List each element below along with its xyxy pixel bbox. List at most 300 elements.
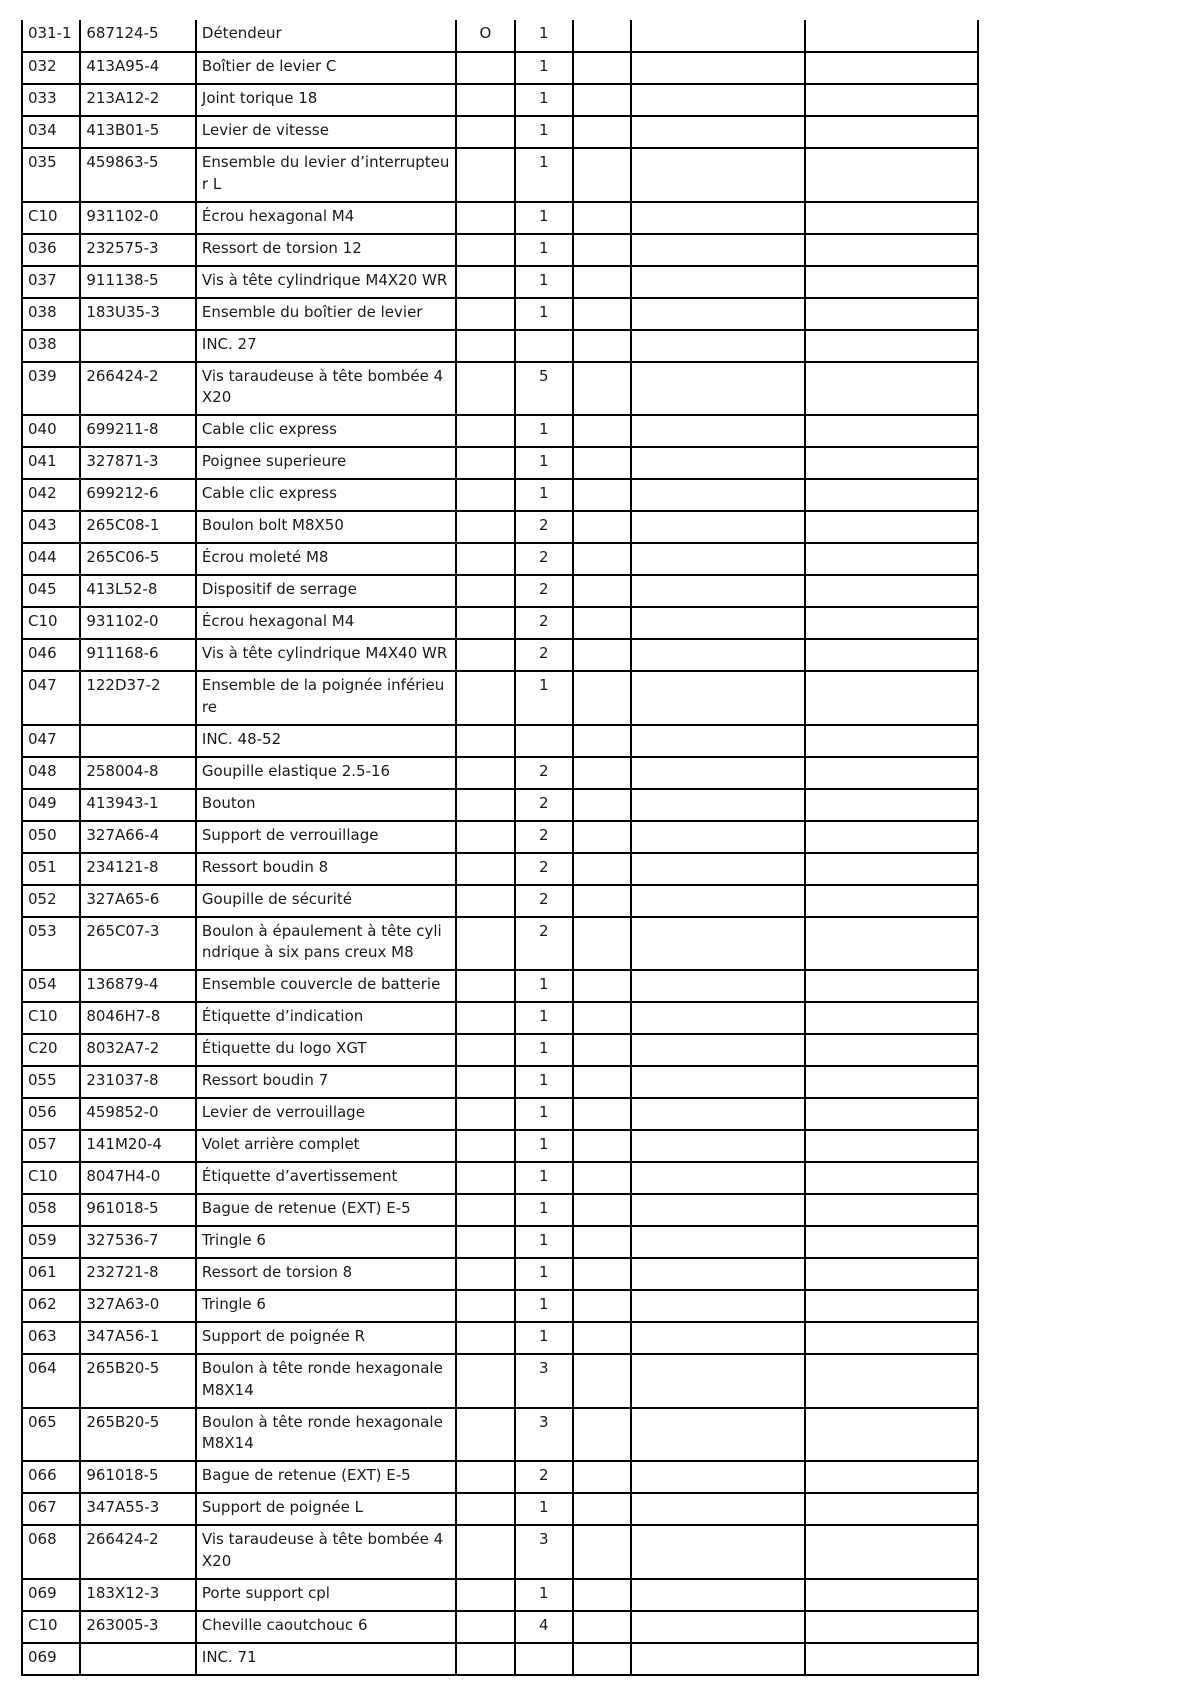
description-cell: Cable clic express	[196, 479, 456, 511]
note-cell	[456, 116, 514, 148]
quantity-cell: 1	[515, 1258, 573, 1290]
item-number-cell: 038	[22, 298, 80, 330]
empty-cell	[631, 1098, 805, 1130]
description-cell: Ressort de torsion 12	[196, 234, 456, 266]
item-number-cell: 042	[22, 479, 80, 511]
quantity-cell: 2	[515, 789, 573, 821]
note-cell	[456, 607, 514, 639]
table-row	[22, 1162, 978, 1194]
part-number-cell: 413B01-5	[80, 116, 196, 148]
note-cell	[456, 330, 514, 362]
empty-cell	[573, 885, 631, 917]
empty-cell	[631, 1162, 805, 1194]
item-number-cell: 054	[22, 970, 80, 1002]
quantity-cell: 2	[515, 575, 573, 607]
item-number-cell: 035	[22, 148, 80, 202]
description-cell: INC. 27	[196, 330, 456, 362]
table-row	[22, 362, 978, 416]
description-cell: Bague de retenue (EXT) E-5	[196, 1461, 456, 1493]
note-cell	[456, 1354, 514, 1408]
note-cell	[456, 1066, 514, 1098]
empty-cell	[573, 20, 631, 52]
note-cell	[456, 757, 514, 789]
quantity-cell: 2	[515, 543, 573, 575]
empty-cell	[805, 1525, 978, 1579]
quantity-cell: 1	[515, 479, 573, 511]
note-cell	[456, 84, 514, 116]
empty-cell	[805, 575, 978, 607]
item-number-cell: C10	[22, 607, 80, 639]
item-number-cell: C10	[22, 1162, 80, 1194]
empty-cell	[805, 1098, 978, 1130]
table-row	[22, 1322, 978, 1354]
item-number-cell: 055	[22, 1066, 80, 1098]
quantity-cell: 1	[515, 20, 573, 52]
note-cell	[456, 1258, 514, 1290]
part-number-cell: 231037-8	[80, 1066, 196, 1098]
empty-cell	[805, 116, 978, 148]
note-cell	[456, 1461, 514, 1493]
note-cell	[456, 447, 514, 479]
item-number-cell: 031-1	[22, 20, 80, 52]
empty-cell	[573, 1130, 631, 1162]
table-row	[22, 725, 978, 757]
note-cell	[456, 298, 514, 330]
table-row	[22, 1461, 978, 1493]
empty-cell	[631, 202, 805, 234]
empty-cell	[805, 479, 978, 511]
quantity-cell: 2	[515, 885, 573, 917]
empty-cell	[805, 202, 978, 234]
empty-cell	[573, 148, 631, 202]
empty-cell	[573, 116, 631, 148]
empty-cell	[573, 607, 631, 639]
empty-cell	[573, 1194, 631, 1226]
note-cell	[456, 1579, 514, 1611]
description-cell: Levier de vitesse	[196, 116, 456, 148]
empty-cell	[631, 1258, 805, 1290]
table-row	[22, 885, 978, 917]
part-number-cell: 413943-1	[80, 789, 196, 821]
empty-cell	[573, 362, 631, 416]
description-cell: Goupille de sécurité	[196, 885, 456, 917]
empty-cell	[573, 789, 631, 821]
empty-cell	[631, 575, 805, 607]
empty-cell	[573, 447, 631, 479]
empty-cell	[631, 1226, 805, 1258]
note-cell	[456, 362, 514, 416]
description-cell: Joint torique 18	[196, 84, 456, 116]
table-row	[22, 671, 978, 725]
empty-cell	[805, 821, 978, 853]
item-number-cell: 067	[22, 1493, 80, 1525]
description-cell: Vis taraudeuse à tête bombée 4X20	[196, 362, 456, 416]
note-cell	[456, 202, 514, 234]
item-number-cell: 063	[22, 1322, 80, 1354]
empty-cell	[805, 970, 978, 1002]
item-number-cell: 039	[22, 362, 80, 416]
part-number-cell: 266424-2	[80, 362, 196, 416]
description-cell: INC. 48-52	[196, 725, 456, 757]
empty-cell	[631, 234, 805, 266]
item-number-cell: 047	[22, 725, 80, 757]
part-number-cell: 327A66-4	[80, 821, 196, 853]
note-cell	[456, 789, 514, 821]
description-cell: Vis à tête cylindrique M4X40 WR	[196, 639, 456, 671]
empty-cell	[631, 607, 805, 639]
quantity-cell: 3	[515, 1408, 573, 1462]
empty-cell	[631, 725, 805, 757]
note-cell	[456, 511, 514, 543]
description-cell: Ensemble couvercle de batterie	[196, 970, 456, 1002]
empty-cell	[631, 1002, 805, 1034]
empty-cell	[573, 1290, 631, 1322]
note-cell	[456, 148, 514, 202]
note-cell: O	[456, 20, 514, 52]
part-number-cell: 699212-6	[80, 479, 196, 511]
note-cell	[456, 725, 514, 757]
quantity-cell: 1	[515, 84, 573, 116]
part-number-cell: 141M20-4	[80, 1130, 196, 1162]
quantity-cell: 1	[515, 1162, 573, 1194]
quantity-cell: 1	[515, 671, 573, 725]
empty-cell	[631, 1461, 805, 1493]
empty-cell	[631, 1525, 805, 1579]
part-number-cell: 266424-2	[80, 1525, 196, 1579]
empty-cell	[573, 202, 631, 234]
empty-cell	[805, 789, 978, 821]
table-row	[22, 1493, 978, 1525]
part-number-cell: 183U35-3	[80, 298, 196, 330]
empty-cell	[805, 1354, 978, 1408]
item-number-cell: 065	[22, 1408, 80, 1462]
description-cell: Support de poignée R	[196, 1322, 456, 1354]
description-cell: Ensemble du levier d’interrupteur L	[196, 148, 456, 202]
description-cell: Tringle 6	[196, 1290, 456, 1322]
description-cell: Écrou moleté M8	[196, 543, 456, 575]
table-row	[22, 1643, 978, 1675]
description-cell: Vis à tête cylindrique M4X20 WR	[196, 266, 456, 298]
quantity-cell: 5	[515, 362, 573, 416]
item-number-cell: 036	[22, 234, 80, 266]
parts-table	[21, 20, 979, 1676]
table-row	[22, 52, 978, 84]
quantity-cell: 1	[515, 1130, 573, 1162]
empty-cell	[573, 1354, 631, 1408]
quantity-cell: 1	[515, 1322, 573, 1354]
description-cell: Étiquette d’avertissement	[196, 1162, 456, 1194]
note-cell	[456, 853, 514, 885]
quantity-cell: 2	[515, 853, 573, 885]
table-row	[22, 575, 978, 607]
table-row	[22, 639, 978, 671]
empty-cell	[573, 511, 631, 543]
part-number-cell: 413A95-4	[80, 52, 196, 84]
description-cell: Cheville caoutchouc 6	[196, 1611, 456, 1643]
empty-cell	[573, 821, 631, 853]
table-row	[22, 607, 978, 639]
empty-cell	[805, 148, 978, 202]
item-number-cell: 056	[22, 1098, 80, 1130]
note-cell	[456, 1194, 514, 1226]
part-number-cell	[80, 725, 196, 757]
item-number-cell: 032	[22, 52, 80, 84]
note-cell	[456, 415, 514, 447]
quantity-cell: 2	[515, 1461, 573, 1493]
empty-cell	[631, 1643, 805, 1675]
item-number-cell: 048	[22, 757, 80, 789]
part-number-cell: 265C07-3	[80, 917, 196, 971]
quantity-cell: 1	[515, 1034, 573, 1066]
empty-cell	[573, 1162, 631, 1194]
item-number-cell: 043	[22, 511, 80, 543]
empty-cell	[573, 757, 631, 789]
table-row	[22, 789, 978, 821]
empty-cell	[573, 671, 631, 725]
part-number-cell: 327536-7	[80, 1226, 196, 1258]
description-cell: Bague de retenue (EXT) E-5	[196, 1194, 456, 1226]
empty-cell	[805, 1493, 978, 1525]
quantity-cell: 2	[515, 917, 573, 971]
table-row	[22, 917, 978, 971]
quantity-cell	[515, 1643, 573, 1675]
note-cell	[456, 52, 514, 84]
table-row	[22, 1002, 978, 1034]
note-cell	[456, 1226, 514, 1258]
table-row	[22, 511, 978, 543]
empty-cell	[805, 607, 978, 639]
table-row	[22, 234, 978, 266]
quantity-cell: 1	[515, 1066, 573, 1098]
empty-cell	[805, 1579, 978, 1611]
description-cell: Étiquette d’indication	[196, 1002, 456, 1034]
note-cell	[456, 266, 514, 298]
note-cell	[456, 1643, 514, 1675]
part-number-cell: 327A63-0	[80, 1290, 196, 1322]
empty-cell	[631, 266, 805, 298]
description-cell: Étiquette du logo XGT	[196, 1034, 456, 1066]
quantity-cell: 2	[515, 511, 573, 543]
quantity-cell: 3	[515, 1354, 573, 1408]
description-cell: Volet arrière complet	[196, 1130, 456, 1162]
item-number-cell: 050	[22, 821, 80, 853]
table-row	[22, 298, 978, 330]
description-cell: Bouton	[196, 789, 456, 821]
part-number-cell: 961018-5	[80, 1194, 196, 1226]
note-cell	[456, 1002, 514, 1034]
empty-cell	[805, 853, 978, 885]
note-cell	[456, 1098, 514, 1130]
quantity-cell	[515, 330, 573, 362]
table-row	[22, 1098, 978, 1130]
empty-cell	[631, 20, 805, 52]
empty-cell	[805, 330, 978, 362]
part-number-cell: 347A55-3	[80, 1493, 196, 1525]
table-row	[22, 330, 978, 362]
empty-cell	[631, 415, 805, 447]
quantity-cell: 1	[515, 234, 573, 266]
empty-cell	[805, 84, 978, 116]
empty-cell	[631, 298, 805, 330]
quantity-cell: 2	[515, 757, 573, 789]
table-row	[22, 970, 978, 1002]
item-number-cell: 064	[22, 1354, 80, 1408]
empty-cell	[805, 1290, 978, 1322]
item-number-cell: 040	[22, 415, 80, 447]
empty-cell	[805, 1461, 978, 1493]
part-number-cell: 265C06-5	[80, 543, 196, 575]
description-cell: Goupille elastique 2.5-16	[196, 757, 456, 789]
item-number-cell: 061	[22, 1258, 80, 1290]
empty-cell	[573, 1408, 631, 1462]
part-number-cell: 232721-8	[80, 1258, 196, 1290]
item-number-cell: 049	[22, 789, 80, 821]
empty-cell	[573, 1002, 631, 1034]
quantity-cell: 1	[515, 1194, 573, 1226]
item-number-cell: 047	[22, 671, 80, 725]
part-number-cell: 265B20-5	[80, 1354, 196, 1408]
item-number-cell: 033	[22, 84, 80, 116]
empty-cell	[573, 479, 631, 511]
description-cell: Écrou hexagonal M4	[196, 202, 456, 234]
empty-cell	[631, 362, 805, 416]
empty-cell	[631, 1034, 805, 1066]
empty-cell	[631, 511, 805, 543]
item-number-cell: 045	[22, 575, 80, 607]
quantity-cell: 1	[515, 1226, 573, 1258]
note-cell	[456, 1322, 514, 1354]
item-number-cell: C10	[22, 1002, 80, 1034]
part-number-cell: 232575-3	[80, 234, 196, 266]
empty-cell	[805, 362, 978, 416]
empty-cell	[573, 84, 631, 116]
item-number-cell: 053	[22, 917, 80, 971]
quantity-cell: 1	[515, 1493, 573, 1525]
note-cell	[456, 1408, 514, 1462]
description-cell: Support de verrouillage	[196, 821, 456, 853]
item-number-cell: C10	[22, 1611, 80, 1643]
empty-cell	[573, 725, 631, 757]
empty-cell	[573, 266, 631, 298]
empty-cell	[805, 447, 978, 479]
note-cell	[456, 543, 514, 575]
table-row	[22, 1290, 978, 1322]
table-row	[22, 1258, 978, 1290]
empty-cell	[631, 543, 805, 575]
item-number-cell: C10	[22, 202, 80, 234]
empty-cell	[805, 1408, 978, 1462]
part-number-cell: 122D37-2	[80, 671, 196, 725]
empty-cell	[573, 1098, 631, 1130]
item-number-cell: 066	[22, 1461, 80, 1493]
table-row	[22, 1130, 978, 1162]
empty-cell	[805, 20, 978, 52]
item-number-cell: C20	[22, 1034, 80, 1066]
item-number-cell: 051	[22, 853, 80, 885]
part-number-cell: 459852-0	[80, 1098, 196, 1130]
part-number-cell	[80, 330, 196, 362]
table-row	[22, 757, 978, 789]
empty-cell	[631, 917, 805, 971]
empty-cell	[573, 917, 631, 971]
empty-cell	[631, 116, 805, 148]
note-cell	[456, 917, 514, 971]
part-number-cell: 347A56-1	[80, 1322, 196, 1354]
description-cell: Vis taraudeuse à tête bombée 4X20	[196, 1525, 456, 1579]
note-cell	[456, 1034, 514, 1066]
empty-cell	[805, 1611, 978, 1643]
item-number-cell: 037	[22, 266, 80, 298]
empty-cell	[573, 298, 631, 330]
part-number-cell: 699211-8	[80, 415, 196, 447]
table-row	[22, 266, 978, 298]
empty-cell	[805, 1066, 978, 1098]
empty-cell	[573, 1579, 631, 1611]
parts-list-page	[21, 20, 979, 1676]
item-number-cell: 038	[22, 330, 80, 362]
item-number-cell: 052	[22, 885, 80, 917]
note-cell	[456, 639, 514, 671]
empty-cell	[631, 1611, 805, 1643]
note-cell	[456, 1493, 514, 1525]
empty-cell	[805, 1194, 978, 1226]
table-row	[22, 116, 978, 148]
empty-cell	[573, 639, 631, 671]
table-row	[22, 148, 978, 202]
empty-cell	[805, 1258, 978, 1290]
parts-table-body	[22, 20, 978, 1675]
item-number-cell: 069	[22, 1643, 80, 1675]
description-cell: Écrou hexagonal M4	[196, 607, 456, 639]
part-number-cell: 327A65-6	[80, 885, 196, 917]
item-number-cell: 041	[22, 447, 80, 479]
quantity-cell: 1	[515, 116, 573, 148]
table-row	[22, 821, 978, 853]
description-cell: Cable clic express	[196, 415, 456, 447]
table-row	[22, 20, 978, 52]
empty-cell	[573, 1525, 631, 1579]
empty-cell	[805, 234, 978, 266]
description-cell: Boîtier de levier C	[196, 52, 456, 84]
empty-cell	[631, 821, 805, 853]
note-cell	[456, 885, 514, 917]
description-cell: Boulon bolt M8X50	[196, 511, 456, 543]
note-cell	[456, 575, 514, 607]
part-number-cell: 911138-5	[80, 266, 196, 298]
empty-cell	[631, 789, 805, 821]
empty-cell	[805, 298, 978, 330]
empty-cell	[631, 757, 805, 789]
table-row	[22, 479, 978, 511]
item-number-cell: 059	[22, 1226, 80, 1258]
empty-cell	[631, 1130, 805, 1162]
part-number-cell: 258004-8	[80, 757, 196, 789]
description-cell: Dispositif de serrage	[196, 575, 456, 607]
description-cell: Ressort de torsion 8	[196, 1258, 456, 1290]
note-cell	[456, 234, 514, 266]
part-number-cell: 413L52-8	[80, 575, 196, 607]
empty-cell	[805, 757, 978, 789]
quantity-cell: 1	[515, 1290, 573, 1322]
empty-cell	[631, 447, 805, 479]
item-number-cell: 044	[22, 543, 80, 575]
empty-cell	[805, 639, 978, 671]
item-number-cell: 069	[22, 1579, 80, 1611]
empty-cell	[573, 1461, 631, 1493]
empty-cell	[631, 1322, 805, 1354]
empty-cell	[631, 671, 805, 725]
description-cell: Tringle 6	[196, 1226, 456, 1258]
